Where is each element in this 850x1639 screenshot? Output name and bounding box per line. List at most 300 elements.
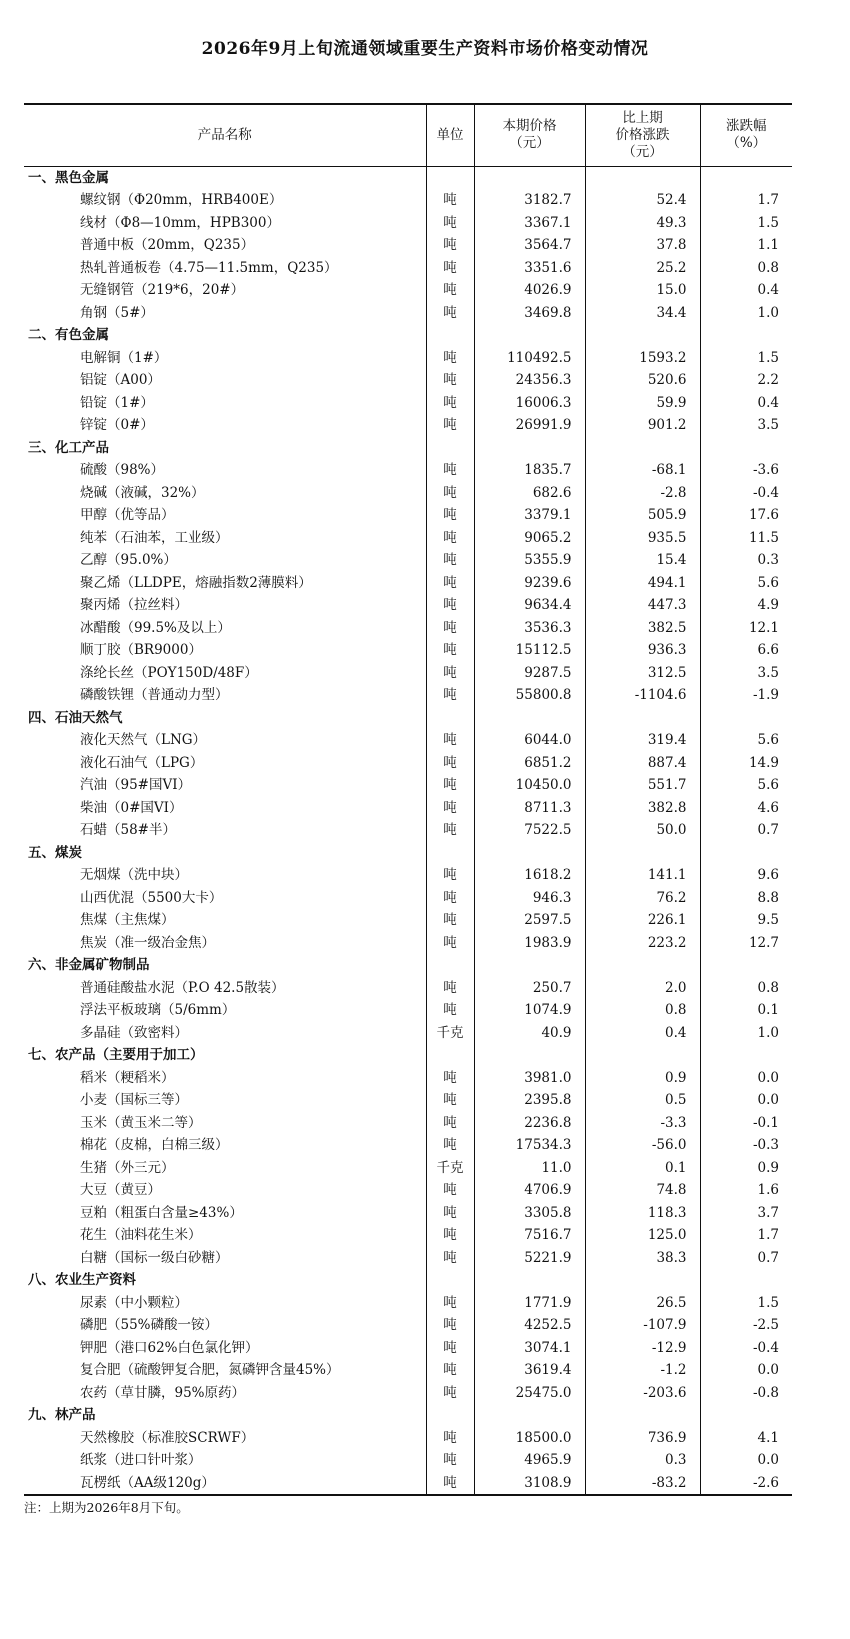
empty-cell [426, 1404, 474, 1427]
product-name: 豆粕（粗蛋白含量≥43%） [80, 1204, 243, 1221]
category-label: 九、林产品 [28, 1407, 96, 1423]
pct-cell: -0.3 [700, 1134, 792, 1157]
table-row [24, 1427, 792, 1450]
product-name: 顺丁胶（BR9000） [80, 642, 202, 658]
price-cell: 11.0 [474, 1157, 585, 1180]
product-name: 瓦楞纸（AA级120g） [24, 1472, 426, 1496]
category-label: 四、石油天然气 [28, 709, 123, 726]
empty-cell [585, 1044, 700, 1067]
product-name: 铅锭（1#） [80, 394, 154, 411]
change-cell: 0.1 [585, 1157, 700, 1180]
product-name: 锌锭（0#） [80, 417, 154, 433]
product-name: 普通硅酸盐水泥（P.O 42.5散装） [80, 979, 285, 996]
unit-cell: 吨 [426, 1134, 474, 1157]
price-cell: 2236.8 [474, 1112, 585, 1135]
pct-cell: 0.0 [700, 1449, 792, 1472]
unit-cell: 吨 [426, 212, 474, 235]
table-row [24, 1337, 792, 1360]
empty-cell [426, 166, 474, 189]
table-body [24, 166, 792, 1495]
unit-cell: 吨 [426, 774, 474, 797]
product-name: 复合肥（硫酸钾复合肥，氮磷钾含量45%） [80, 1362, 340, 1378]
pct-cell: 0.0 [700, 1089, 792, 1112]
pct-cell: 12.7 [700, 932, 792, 955]
price-cell: 9634.4 [474, 594, 585, 617]
unit-cell: 吨 [426, 1179, 474, 1202]
table-row [24, 279, 792, 302]
empty-cell [700, 437, 792, 460]
product-name: 焦煤（主焦煤） [80, 912, 175, 928]
product-name: 汽油（95#国VI） [80, 777, 192, 793]
change-cell: -12.9 [585, 1337, 700, 1360]
table-row [24, 797, 792, 820]
price-cell: 9239.6 [474, 572, 585, 595]
empty-cell [474, 1269, 585, 1292]
empty-cell [700, 324, 792, 347]
price-cell: 4965.9 [474, 1449, 585, 1472]
unit-cell: 吨 [426, 1112, 474, 1135]
product-name: 甲醇（优等品） [80, 507, 175, 523]
price-cell: 3305.8 [474, 1202, 585, 1225]
unit-cell: 吨 [426, 999, 474, 1022]
pct-cell: 9.5 [700, 909, 792, 932]
change-cell: 935.5 [585, 527, 700, 550]
empty-cell [474, 954, 585, 977]
table-row [24, 1089, 792, 1112]
product-name: 乙醇（95.0%） [80, 552, 177, 568]
product-name: 磷肥（55%磷酸一铵） [80, 1317, 219, 1333]
change-cell: 50.0 [585, 819, 700, 842]
price-cell: 4706.9 [474, 1179, 585, 1202]
empty-cell [700, 166, 792, 189]
unit-cell: 吨 [426, 1292, 474, 1315]
pct-cell: 2.2 [700, 369, 792, 392]
unit-cell: 吨 [426, 1224, 474, 1247]
product-name: 烧碱（液碱，32%） [80, 484, 205, 501]
product-name: 钾肥（港口62%白色氯化钾） [80, 1339, 259, 1356]
price-cell: 9287.5 [474, 662, 585, 685]
unit-cell: 吨 [426, 594, 474, 617]
table-header [24, 104, 792, 166]
header-price: 本期价格 （元） [474, 104, 585, 166]
unit-cell: 吨 [426, 1449, 474, 1472]
pct-cell: 1.5 [700, 1292, 792, 1315]
price-cell: 2597.5 [474, 909, 585, 932]
category-label: 五、煤炭 [28, 844, 82, 861]
table-row [24, 504, 792, 527]
change-cell: -107.9 [585, 1314, 700, 1337]
pct-cell: 5.6 [700, 774, 792, 797]
pct-cell: 0.8 [700, 257, 792, 280]
change-cell: 52.4 [585, 189, 700, 212]
empty-cell [585, 324, 700, 347]
change-cell: -1104.6 [585, 684, 700, 707]
category-row [24, 437, 792, 460]
price-cell: 7516.7 [474, 1224, 585, 1247]
empty-cell [700, 1269, 792, 1292]
pct-cell: 1.5 [700, 212, 792, 235]
unit-cell: 吨 [426, 279, 474, 302]
price-cell: 10450.0 [474, 774, 585, 797]
unit-cell: 吨 [426, 302, 474, 325]
product-name: 棉花（皮棉，白棉三级） [80, 1137, 229, 1153]
pct-cell: 0.4 [700, 279, 792, 302]
unit-cell: 吨 [426, 459, 474, 482]
product-name: 无缝钢管（219*6，20#） [80, 282, 245, 298]
product-name: 硫酸（98%） [80, 462, 165, 478]
pct-cell: 1.7 [700, 189, 792, 212]
price-cell: 3536.3 [474, 617, 585, 640]
product-name: 石蜡（58#半） [80, 822, 176, 838]
change-cell: 887.4 [585, 752, 700, 775]
price-cell: 1771.9 [474, 1292, 585, 1315]
category-row [24, 324, 792, 347]
table-row [24, 414, 792, 437]
change-cell: 382.8 [585, 797, 700, 820]
table-row [24, 1472, 792, 1496]
table-row [24, 1179, 792, 1202]
pct-cell: -2.6 [700, 1472, 792, 1496]
table-row [24, 234, 792, 257]
table-row [24, 392, 792, 415]
table-row [24, 1449, 792, 1472]
change-cell: 38.3 [585, 1247, 700, 1270]
price-cell: 40.9 [474, 1022, 585, 1045]
price-cell: 5355.9 [474, 549, 585, 572]
footnote: 注：上期为2026年8月下旬。 [24, 1500, 189, 1515]
product-name: 生猪（外三元） [80, 1159, 175, 1176]
pct-cell: -0.1 [700, 1112, 792, 1135]
unit-cell: 吨 [426, 887, 474, 910]
empty-cell [426, 1044, 474, 1067]
unit-cell: 吨 [426, 549, 474, 572]
pct-cell: 0.7 [700, 1247, 792, 1270]
product-name: 纯苯（石油苯，工业级） [80, 529, 229, 546]
change-cell: 74.8 [585, 1179, 700, 1202]
pct-cell: 14.9 [700, 752, 792, 775]
product-name: 液化石油气（LPG） [80, 754, 204, 771]
unit-cell: 千克 [426, 1022, 474, 1045]
change-cell: 25.2 [585, 257, 700, 280]
header-unit: 单位 [426, 104, 474, 166]
empty-cell [426, 324, 474, 347]
pct-cell: 3.5 [700, 414, 792, 437]
price-cell: 1983.9 [474, 932, 585, 955]
empty-cell [474, 324, 585, 347]
empty-cell [700, 1404, 792, 1427]
unit-cell: 吨 [426, 617, 474, 640]
pct-cell: 0.0 [700, 1067, 792, 1090]
table-row [24, 909, 792, 932]
change-cell: 1593.2 [585, 347, 700, 370]
price-cell: 7522.5 [474, 819, 585, 842]
table-row [24, 594, 792, 617]
table-row [24, 1359, 792, 1382]
pct-cell: 5.6 [700, 572, 792, 595]
pct-cell: 5.6 [700, 729, 792, 752]
unit-cell: 吨 [426, 797, 474, 820]
pct-cell: 3.5 [700, 662, 792, 685]
product-name: 磷酸铁锂（普通动力型） [80, 687, 229, 703]
change-cell: -83.2 [585, 1472, 700, 1496]
category-row [24, 1269, 792, 1292]
pct-cell: 4.6 [700, 797, 792, 820]
unit-cell: 吨 [426, 1247, 474, 1270]
pct-cell: 9.6 [700, 864, 792, 887]
category-label: 六、非金属矿物制品 [28, 957, 150, 973]
price-cell: 15112.5 [474, 639, 585, 662]
product-name: 角钢（5#） [80, 304, 154, 321]
price-cell: 3469.8 [474, 302, 585, 325]
change-cell: 226.1 [585, 909, 700, 932]
change-cell: 59.9 [585, 392, 700, 415]
table-row [24, 1022, 792, 1045]
price-cell: 55800.8 [474, 684, 585, 707]
change-cell: 118.3 [585, 1202, 700, 1225]
price-cell: 4252.5 [474, 1314, 585, 1337]
header-pct: 涨跌幅 （%） [700, 104, 792, 166]
page-title: 2026年9月上旬流通领域重要生产资料市场价格变动情况 [201, 39, 649, 59]
empty-cell [700, 707, 792, 730]
price-cell: 3564.7 [474, 234, 585, 257]
table-row [24, 729, 792, 752]
table-row [24, 212, 792, 235]
table-row [24, 1314, 792, 1337]
unit-cell: 吨 [426, 392, 474, 415]
price-cell: 3182.7 [474, 189, 585, 212]
category-label: 二、有色金属 [28, 327, 109, 343]
change-cell: 0.9 [585, 1067, 700, 1090]
unit-cell: 吨 [426, 1382, 474, 1405]
price-cell: 3619.4 [474, 1359, 585, 1382]
unit-cell: 吨 [426, 752, 474, 775]
empty-cell [426, 707, 474, 730]
empty-cell [474, 1044, 585, 1067]
empty-cell [585, 166, 700, 189]
product-name: 浮法平板玻璃（5/6mm） [80, 1002, 236, 1018]
pct-cell: 0.7 [700, 819, 792, 842]
table-row [24, 887, 792, 910]
change-cell: 37.8 [585, 234, 700, 257]
unit-cell: 吨 [426, 684, 474, 707]
empty-cell [585, 437, 700, 460]
price-cell: 8711.3 [474, 797, 585, 820]
product-name: 涤纶长丝（POY150D/48F） [80, 664, 258, 681]
unit-cell: 吨 [426, 662, 474, 685]
empty-cell [426, 954, 474, 977]
unit-cell: 吨 [426, 527, 474, 550]
product-name: 农药（草甘膦，95%原药） [80, 1384, 246, 1401]
table-row [24, 1247, 792, 1270]
empty-cell [426, 842, 474, 865]
unit-cell: 吨 [426, 347, 474, 370]
product-name: 花生（油料花生米） [80, 1227, 202, 1243]
empty-cell [474, 842, 585, 865]
pct-cell: 8.8 [700, 887, 792, 910]
unit-cell: 吨 [426, 572, 474, 595]
empty-cell [585, 842, 700, 865]
category-label: 三、化工产品 [28, 439, 109, 456]
table-row [24, 1134, 792, 1157]
price-cell: 110492.5 [474, 347, 585, 370]
change-cell: 382.5 [585, 617, 700, 640]
change-cell: 15.4 [585, 549, 700, 572]
table-row [24, 572, 792, 595]
empty-cell [700, 842, 792, 865]
change-cell: 2.0 [585, 977, 700, 1000]
unit-cell: 吨 [426, 932, 474, 955]
pct-cell: 12.1 [700, 617, 792, 640]
change-cell: 125.0 [585, 1224, 700, 1247]
product-name: 稻米（粳稻米） [80, 1069, 175, 1086]
pct-cell: 0.9 [700, 1157, 792, 1180]
price-cell: 6044.0 [474, 729, 585, 752]
product-name: 液化天然气（LNG） [80, 732, 207, 748]
price-cell: 3108.9 [474, 1472, 585, 1496]
table-row [24, 1382, 792, 1405]
table-row [24, 662, 792, 685]
change-cell: 736.9 [585, 1427, 700, 1450]
table-row [24, 1067, 792, 1090]
table-row [24, 752, 792, 775]
unit-cell: 千克 [426, 1157, 474, 1180]
price-cell: 24356.3 [474, 369, 585, 392]
change-cell: 0.4 [585, 1022, 700, 1045]
category-row [24, 166, 792, 189]
table-row [24, 1112, 792, 1135]
table-row [24, 639, 792, 662]
unit-cell: 吨 [426, 369, 474, 392]
product-name: 焦炭（准一级冶金焦） [80, 934, 215, 951]
price-cell: 2395.8 [474, 1089, 585, 1112]
price-cell: 25475.0 [474, 1382, 585, 1405]
change-cell: 520.6 [585, 369, 700, 392]
table-row [24, 549, 792, 572]
pct-cell: 0.8 [700, 977, 792, 1000]
unit-cell: 吨 [426, 977, 474, 1000]
pct-cell: 1.5 [700, 347, 792, 370]
product-name: 玉米（黄玉米二等） [80, 1114, 202, 1131]
unit-cell: 吨 [426, 1427, 474, 1450]
product-name: 聚乙烯（LLDPE，熔融指数2薄膜料） [80, 574, 312, 591]
unit-cell: 吨 [426, 1314, 474, 1337]
table-row [24, 1202, 792, 1225]
product-name: 尿素（中小颗粒） [80, 1294, 188, 1311]
table-row [24, 257, 792, 280]
table-row [24, 999, 792, 1022]
price-cell: 1618.2 [474, 864, 585, 887]
pct-cell: -2.5 [700, 1314, 792, 1337]
unit-cell: 吨 [426, 414, 474, 437]
category-row [24, 842, 792, 865]
unit-cell: 吨 [426, 1337, 474, 1360]
change-cell: 0.5 [585, 1089, 700, 1112]
product-name: 线材（Φ8—10mm，HPB300） [80, 214, 280, 231]
table-row [24, 774, 792, 797]
change-cell: 223.2 [585, 932, 700, 955]
pct-cell: -0.4 [700, 1337, 792, 1360]
price-cell: 3074.1 [474, 1337, 585, 1360]
pct-cell: 17.6 [700, 504, 792, 527]
change-cell: 49.3 [585, 212, 700, 235]
table-row [24, 1292, 792, 1315]
price-cell: 17534.3 [474, 1134, 585, 1157]
price-cell: 3351.6 [474, 257, 585, 280]
unit-cell: 吨 [426, 729, 474, 752]
empty-cell [585, 954, 700, 977]
pct-cell: 0.3 [700, 549, 792, 572]
product-name: 普通中板（20mm，Q235） [80, 237, 255, 253]
pct-cell: 1.1 [700, 234, 792, 257]
category-row [24, 707, 792, 730]
table-row [24, 1224, 792, 1247]
product-name: 螺纹钢（Φ20mm，HRB400E） [80, 192, 283, 208]
table-row [24, 1157, 792, 1180]
table-row [24, 617, 792, 640]
table-row [24, 819, 792, 842]
price-cell: 3367.1 [474, 212, 585, 235]
product-name: 多晶硅（致密料） [80, 1024, 188, 1041]
table-row [24, 459, 792, 482]
pct-cell: 0.0 [700, 1359, 792, 1382]
table-row [24, 977, 792, 1000]
empty-cell [426, 1269, 474, 1292]
product-name: 天然橡胶（标准胶SCRWF） [80, 1429, 255, 1446]
price-cell: 18500.0 [474, 1427, 585, 1450]
price-cell: 26991.9 [474, 414, 585, 437]
change-cell: 0.3 [585, 1449, 700, 1472]
unit-cell: 吨 [426, 1359, 474, 1382]
change-cell: 505.9 [585, 504, 700, 527]
empty-cell [700, 1044, 792, 1067]
unit-cell: 吨 [426, 1472, 474, 1496]
change-cell: -1.2 [585, 1359, 700, 1382]
table-row [24, 932, 792, 955]
table-row [24, 482, 792, 505]
empty-cell [474, 1404, 585, 1427]
change-cell: -3.3 [585, 1112, 700, 1135]
change-cell: 34.4 [585, 302, 700, 325]
category-row [24, 1404, 792, 1427]
price-cell: 4026.9 [474, 279, 585, 302]
category-label: 七、农产品（主要用于加工） [28, 1047, 204, 1063]
unit-cell: 吨 [426, 1202, 474, 1225]
unit-cell: 吨 [426, 1067, 474, 1090]
product-name: 山西优混（5500大卡） [80, 889, 223, 906]
empty-cell [474, 437, 585, 460]
change-cell: 141.1 [585, 864, 700, 887]
category-label: 八、农业生产资料 [28, 1272, 136, 1288]
table-row [24, 684, 792, 707]
change-cell: 319.4 [585, 729, 700, 752]
pct-cell: 11.5 [700, 527, 792, 550]
product-name: 无烟煤（洗中块） [80, 867, 188, 883]
product-name: 电解铜（1#） [80, 349, 168, 366]
price-cell: 6851.2 [474, 752, 585, 775]
unit-cell: 吨 [426, 909, 474, 932]
change-cell: -56.0 [585, 1134, 700, 1157]
product-name: 小麦（国标三等） [80, 1092, 188, 1108]
pct-cell: -0.8 [700, 1382, 792, 1405]
price-cell: 250.7 [474, 977, 585, 1000]
pct-cell: -3.6 [700, 459, 792, 482]
empty-cell [474, 166, 585, 189]
unit-cell: 吨 [426, 234, 474, 257]
pct-cell: -0.4 [700, 482, 792, 505]
table-row [24, 864, 792, 887]
table-row [24, 369, 792, 392]
unit-cell: 吨 [426, 639, 474, 662]
